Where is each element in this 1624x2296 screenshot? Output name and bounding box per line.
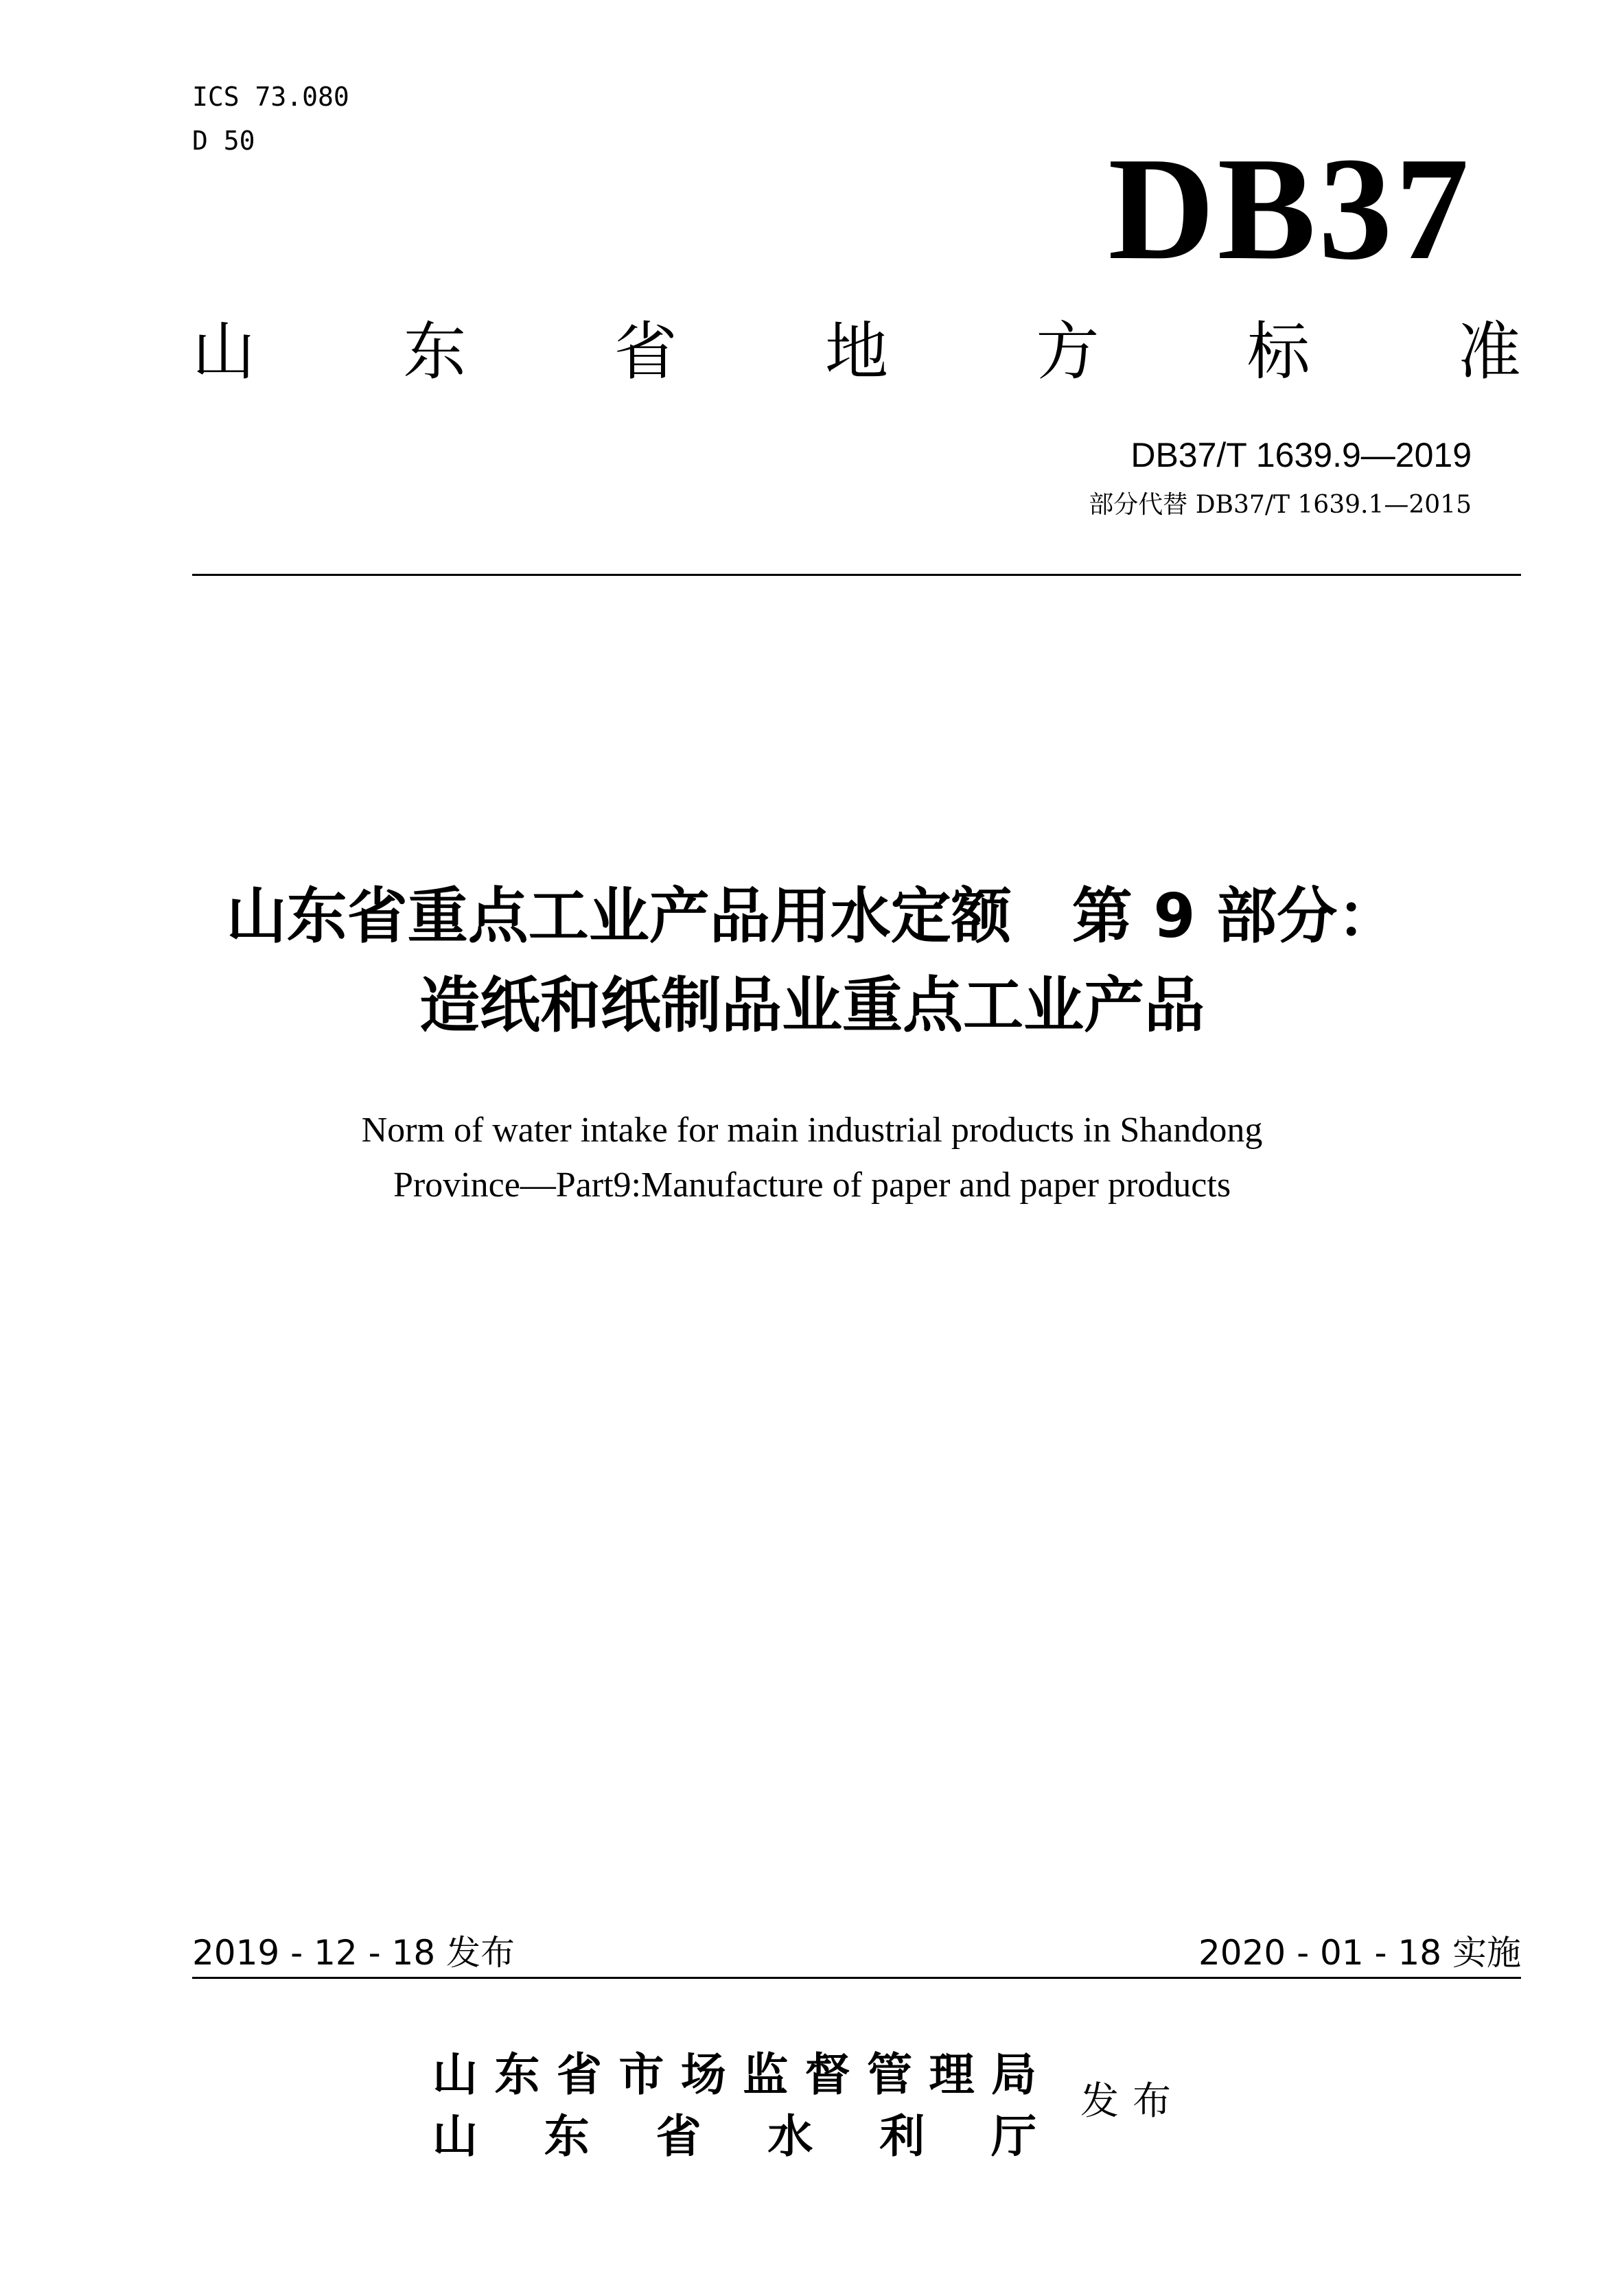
issuer-char: 东 (494, 2048, 540, 2101)
issuer-char: 场 (680, 2048, 726, 2101)
issuer-water-resources (432, 2110, 1036, 2163)
header-divider (192, 574, 1521, 576)
issuer-char: 局 (990, 2048, 1036, 2101)
english-title-line-1: Norm of water intake for main industrial products in Shandong (361, 1111, 1263, 1150)
release-label: 发布 (1080, 2079, 1185, 2124)
standard-type-char: 方 (1036, 315, 1100, 389)
issuer-char: 水 (767, 2110, 813, 2163)
issuer-char: 山 (432, 2110, 478, 2163)
standard-number: DB37/T 1639.9—2019 (1130, 436, 1472, 474)
standard-brand-logo: DB37 (1108, 126, 1472, 290)
standard-type-char: 省 (614, 315, 677, 389)
issuer-char: 理 (929, 2048, 975, 2101)
issuer-char: 市 (618, 2048, 664, 2101)
standard-type-title (192, 315, 1521, 389)
standard-type-char: 东 (403, 315, 467, 389)
issue-date: 2019 - 12 - 18 发布 (192, 1933, 515, 1973)
issuer-char: 利 (879, 2110, 925, 2163)
standard-type-char: 标 (1246, 315, 1310, 389)
issuer-char: 管 (867, 2048, 913, 2101)
standard-type-char: 准 (1457, 315, 1521, 389)
issuer-char: 督 (804, 2048, 850, 2101)
issuer-char: 厅 (990, 2110, 1036, 2163)
chinese-title-line-2: 造纸和纸制品业重点工业产品 (419, 970, 1205, 1041)
issuer-char: 山 (432, 2048, 478, 2101)
standard-type-char: 地 (824, 315, 888, 389)
issuer-char: 东 (544, 2110, 590, 2163)
classification-code: D 50 (192, 126, 255, 156)
standard-type-char: 山 (192, 315, 256, 389)
english-title-line-2: Province—Part9:Manufacture of paper and paper products (393, 1166, 1231, 1205)
ics-code: ICS 73.080 (192, 82, 349, 112)
footer-divider (192, 1977, 1521, 1979)
issuer-char: 省 (656, 2110, 701, 2163)
implementation-date: 2020 - 01 - 18 实施 (1198, 1933, 1521, 1973)
issuer-char: 省 (556, 2048, 602, 2101)
issuer-market-supervision (432, 2048, 1036, 2101)
replaces-note: 部分代替 DB37/T 1639.1—2015 (1089, 491, 1472, 519)
issuer-char: 监 (743, 2048, 789, 2101)
chinese-title-line-1: 山东省重点工业产品用水定额 第 9 部分： (226, 881, 1398, 951)
